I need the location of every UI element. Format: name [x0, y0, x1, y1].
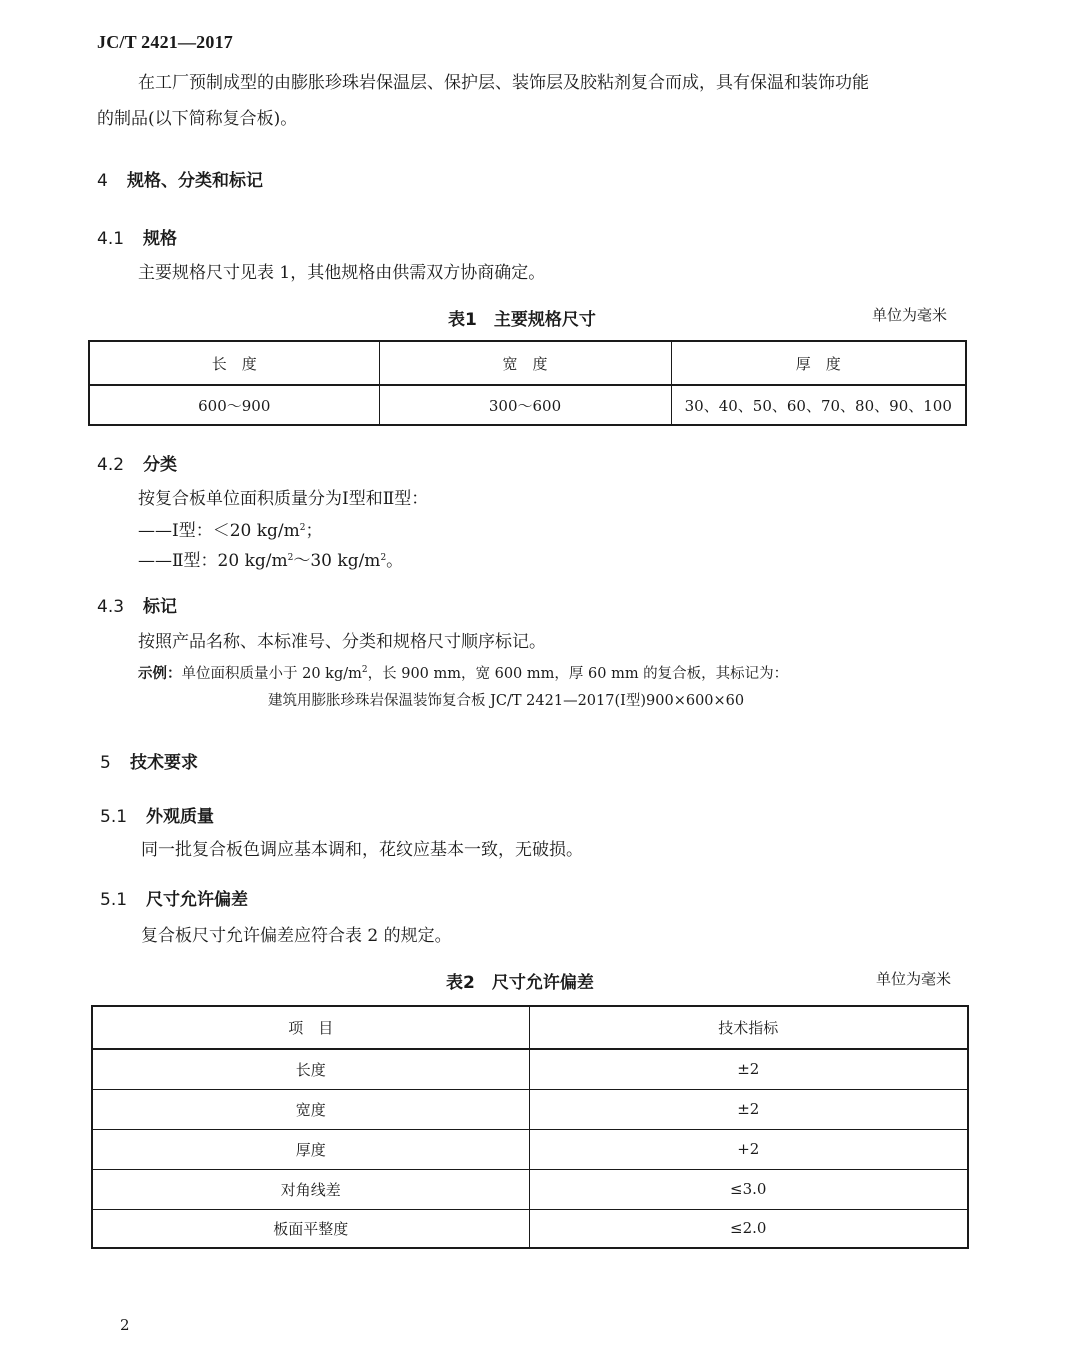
type-1-text: ——Ⅰ型：＜20 kg/m [138, 521, 300, 541]
cell-width: 300～600 [379, 385, 671, 425]
section-4-3-text: 按照产品名称、本标准号、分类和规格尺寸顺序标记。 [138, 632, 546, 652]
section-5-2-heading [100, 885, 248, 910]
header-technical-index: 技术指标 [529, 1006, 968, 1049]
table-1-caption: 表1 主要规格尺寸 [448, 310, 596, 330]
cell-thickness: 30、40、50、60、70、80、90、100 [671, 385, 966, 425]
section-title: 标记 [143, 597, 177, 617]
cell-value: ≤2.0 [529, 1209, 968, 1248]
section-4-1-text: 主要规格尺寸见表 1，其他规格由供需双方协商确定。 [138, 263, 546, 283]
intro-line-1: 在工厂预制成型的由膨胀珍珠岩保温层、保护层、装饰层及胶粘剂复合而成，具有保温和装饰功能 [138, 73, 869, 93]
header-thickness: 厚 度 [671, 341, 966, 385]
superscript: 2 [287, 553, 294, 563]
table-row [92, 1049, 968, 1089]
table-row [92, 1129, 968, 1169]
superscript: 2 [380, 553, 387, 563]
section-4-heading [97, 166, 263, 191]
example-text: 单位面积质量小于 20 kg/m [181, 666, 362, 682]
marking-example [138, 662, 788, 683]
table-2-dimension-tolerance [91, 1005, 969, 1249]
section-number: 5.1 [100, 890, 128, 910]
section-title: 外观质量 [146, 807, 214, 827]
cell-item: 长度 [92, 1049, 529, 1089]
standard-code: JC/T 2421—2017 [97, 32, 233, 52]
section-number: 4.2 [97, 455, 125, 475]
section-title: 规格 [143, 229, 177, 249]
type-1-definition [138, 518, 323, 541]
section-4-1-heading [97, 224, 177, 249]
table-2-caption: 表2 尺寸允许偏差 [446, 973, 594, 993]
cell-value: ≤3.0 [529, 1169, 968, 1209]
table-header-row [92, 1006, 968, 1049]
section-title: 规格、分类和标记 [127, 171, 263, 191]
section-number: 4 [97, 171, 108, 191]
type-2-range: ～30 kg/m [293, 551, 381, 571]
superscript: 2 [299, 523, 306, 533]
section-4-3-heading [97, 592, 177, 617]
section-number: 5 [100, 753, 111, 773]
table-row [92, 1089, 968, 1129]
header-item: 项 目 [92, 1006, 529, 1049]
section-5-1-heading [100, 802, 214, 827]
table-row [92, 1209, 968, 1248]
intro-line-2: 的制品(以下简称复合板)。 [97, 109, 298, 129]
page-number: 2 [120, 1316, 130, 1334]
section-4-2-text: 按复合板单位面积质量分为Ⅰ型和Ⅱ型： [138, 489, 429, 509]
section-number: 4.1 [97, 229, 125, 249]
table-1-main-specs [88, 340, 967, 426]
section-title: 技术要求 [130, 753, 198, 773]
section-title: 尺寸允许偏差 [146, 890, 248, 910]
table-2-unit-note: 单位为毫米 [876, 970, 952, 988]
example-text-cont: ，长 900 mm，宽 600 mm，厚 60 mm 的复合板，其标记为： [367, 666, 789, 682]
cell-value: +2 [529, 1129, 968, 1169]
table-1-unit-note: 单位为毫米 [872, 306, 948, 324]
type-2-text: ——Ⅱ型：20 kg/m [138, 551, 288, 571]
header-width: 宽 度 [379, 341, 671, 385]
cell-item: 宽度 [92, 1089, 529, 1129]
section-number: 5.1 [100, 807, 128, 827]
table-row [89, 385, 966, 425]
section-5-2-text: 复合板尺寸允许偏差应符合表 2 的规定。 [141, 926, 452, 946]
table-row [92, 1169, 968, 1209]
section-5-1-text: 同一批复合板色调应基本调和，花纹应基本一致，无破损。 [141, 840, 583, 860]
cell-item: 厚度 [92, 1129, 529, 1169]
type-2-definition [138, 548, 403, 571]
section-4-2-heading [97, 450, 177, 475]
table-header-row [89, 341, 966, 385]
superscript: 2 [361, 665, 368, 675]
punctuation: 。 [386, 551, 404, 571]
section-title: 分类 [143, 455, 177, 475]
cell-value: ±2 [529, 1089, 968, 1129]
section-5-heading [100, 748, 198, 773]
marking-example-designation: 建筑用膨胀珍珠岩保温装饰复合板 JC/T 2421—2017(Ⅰ型)900×600×60 [268, 693, 745, 709]
cell-item: 对角线差 [92, 1169, 529, 1209]
section-number: 4.3 [97, 597, 125, 617]
cell-item: 板面平整度 [92, 1209, 529, 1248]
punctuation: ； [305, 521, 323, 541]
cell-length: 600～900 [89, 385, 379, 425]
cell-value: ±2 [529, 1049, 968, 1089]
header-length: 长 度 [89, 341, 379, 385]
example-label: 示例： [138, 666, 182, 682]
